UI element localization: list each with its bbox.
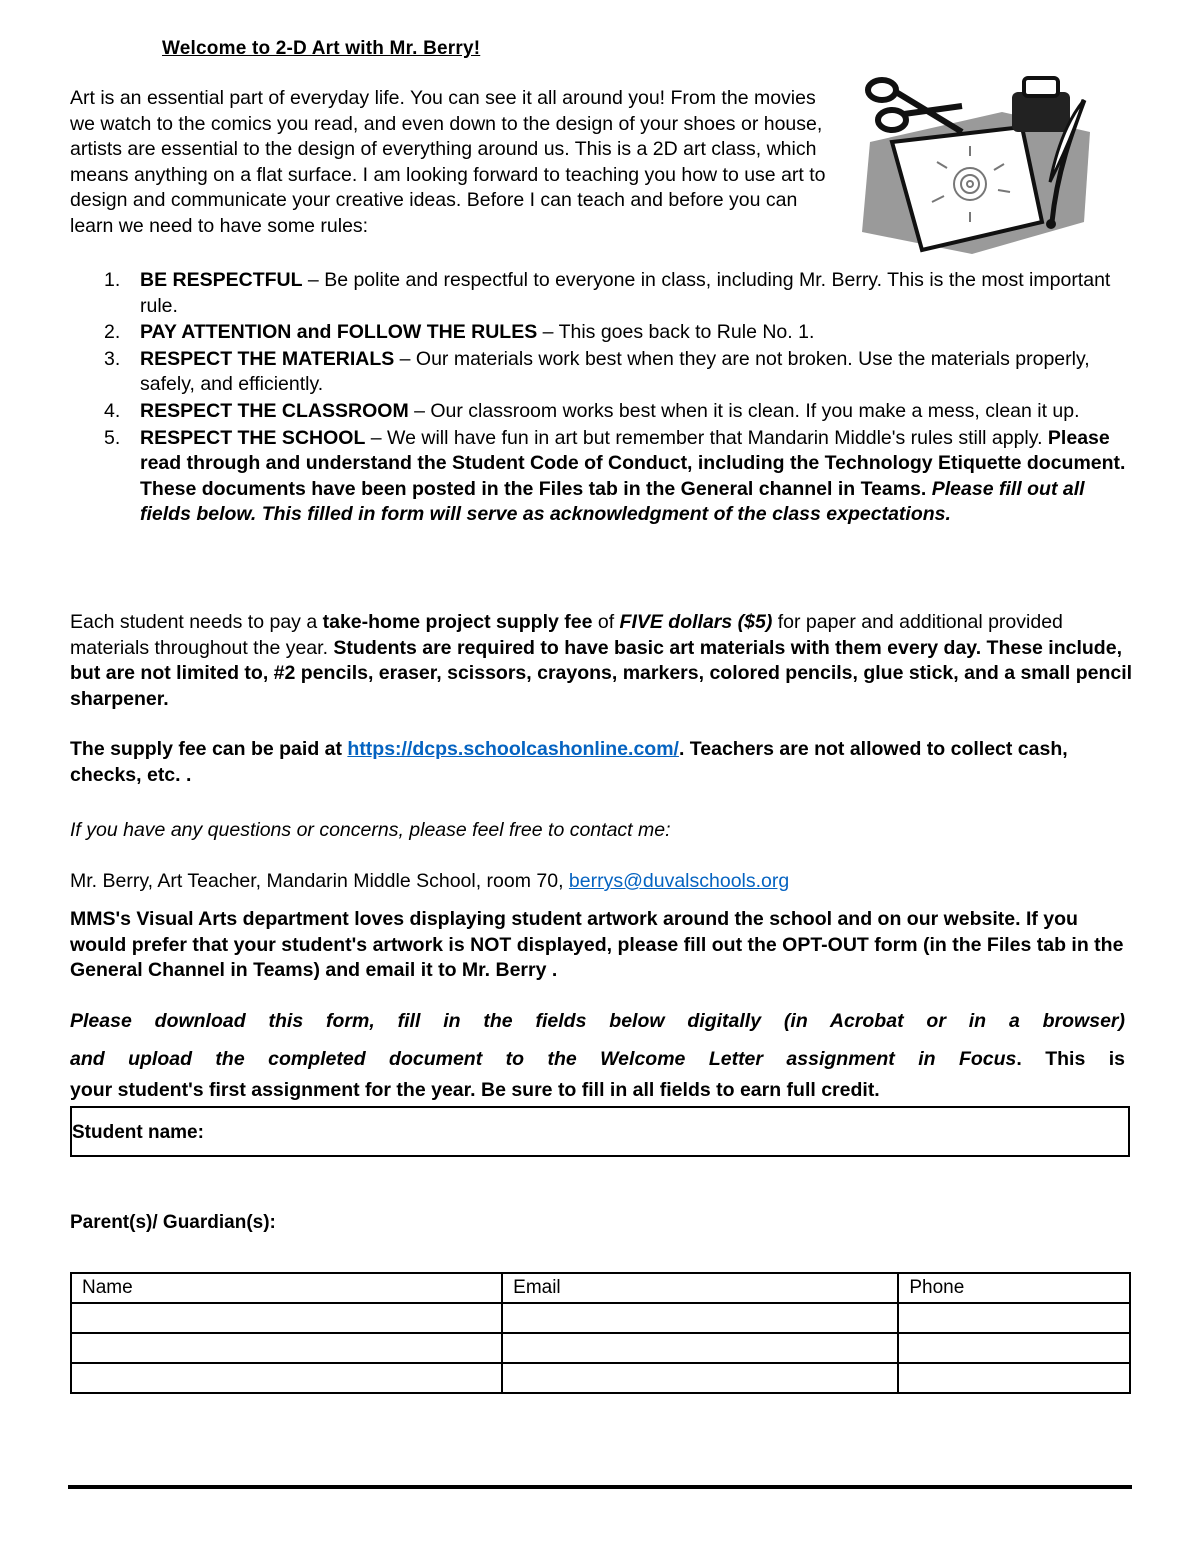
guardian-name-cell[interactable] xyxy=(71,1303,502,1333)
guardian-phone-cell[interactable] xyxy=(898,1363,1130,1393)
rules-list xyxy=(70,268,1140,529)
fee-bold-1: take-home project supply fee xyxy=(322,611,593,633)
intro-paragraph: Art is an essential part of everyday life. You can see it all around you! From the movies we watch to the comics you read, and even down to the design of your shoes or house, artists are essential to the design of everything around us. This is a 2D art class, which means anything on a flat surface. I am looking forward to teaching you how to use art to design and communicate your creative ideas. Before I can teach and before you can learn we need to have some rules: xyxy=(70,87,826,237)
payment-paragraph xyxy=(70,737,1135,788)
column-header-name: Name xyxy=(71,1273,502,1303)
column-header-email: Email xyxy=(502,1273,898,1303)
rule-number: 1. xyxy=(104,269,121,291)
guardian-phone-cell[interactable] xyxy=(898,1333,1130,1363)
rule-item xyxy=(70,347,1140,398)
guardian-email-cell[interactable] xyxy=(502,1333,898,1363)
table-row xyxy=(71,1333,1130,1363)
guardian-name-cell[interactable] xyxy=(71,1363,502,1393)
rule-item xyxy=(70,399,1140,425)
column-header-phone: Phone xyxy=(898,1273,1130,1303)
rule-number: 3. xyxy=(104,347,121,370)
download-line-2-italic: and upload the completed document to the Welcome Letter assignment in Focus xyxy=(70,1048,1017,1070)
guardian-phone-cell[interactable] xyxy=(898,1303,1130,1333)
rule-item xyxy=(70,268,1140,319)
download-line-2 xyxy=(70,1040,1125,1078)
supply-fee-paragraph xyxy=(70,610,1135,712)
page-title: Welcome to 2-D Art with Mr. Berry! xyxy=(162,38,481,59)
contact-email-link[interactable]: berrys@duvalschools.org xyxy=(568,870,790,892)
fee-text-2: of xyxy=(592,611,620,633)
guardian-table xyxy=(70,1272,1131,1394)
art-supplies-clipart-icon xyxy=(852,72,1092,254)
fee-bold-2: Students are required to have basic art materials with them every day. These include, but are not limited to, #2 pencils, eraser, scissors, crayons, markers, colored pencils, glue stick, and a small pencil sharpener. xyxy=(70,636,1133,710)
rule-text: – Our materials work best when they are not broken. Use the materials properly, safely, and efficiently. xyxy=(140,347,1090,396)
rule-heading: PAY ATTENTION and FOLLOW THE RULES xyxy=(140,321,538,344)
mms-paragraph: MMS's Visual Arts department loves displaying student artwork around the school and on our website. If you would prefer that your student's artwork is NOT displayed, please fill out the OPT-OUT form (in the Files tab in the General Channel in Teams) and email it to Mr. Berry . xyxy=(70,908,1124,982)
rule-number: 4. xyxy=(104,399,121,422)
guardian-label: Parent(s)/ Guardian(s): xyxy=(70,1212,276,1233)
download-line-2-rest: . This is xyxy=(1016,1048,1126,1070)
questions-line: If you have any questions or concerns, please feel free to contact me: xyxy=(70,819,671,841)
download-line-3: your student's first assignment for the year. Be sure to fill in all fields to earn full credit. xyxy=(70,1079,880,1101)
rule-text: – This goes back to Rule No. 1. xyxy=(537,321,815,344)
clipart-scissors xyxy=(868,80,962,132)
rule-item xyxy=(70,426,1140,528)
rule-text: – Our classroom works best when it is clean. If you make a mess, clean it up. xyxy=(408,399,1080,422)
payment-prefix: The supply fee can be paid at xyxy=(70,738,348,760)
rule-heading: RESPECT THE CLASSROOM xyxy=(140,399,409,422)
guardian-table-header xyxy=(71,1273,1130,1303)
contact-text: Mr. Berry, Art Teacher, Mandarin Middle School, room 70, xyxy=(70,870,569,892)
student-name-label: Student name: xyxy=(72,1122,204,1143)
rule-item xyxy=(70,320,1140,346)
rule-number: 5. xyxy=(104,426,121,449)
table-row xyxy=(71,1363,1130,1393)
clipart-ink-bottle xyxy=(1012,78,1070,132)
download-instructions xyxy=(70,1002,1125,1102)
table-row xyxy=(71,1303,1130,1333)
bottom-divider xyxy=(68,1485,1132,1489)
guardian-email-cell[interactable] xyxy=(502,1303,898,1333)
payment-link[interactable]: https://dcps.schoolcashonline.com/ xyxy=(347,738,679,760)
rule-heading: RESPECT THE SCHOOL xyxy=(140,426,366,449)
rule-text: – Be polite and respectful to everyone in class, including Mr. Berry. This is the most important rule. xyxy=(140,269,1111,317)
guardian-name-cell[interactable] xyxy=(71,1333,502,1363)
rule-heading: RESPECT THE MATERIALS xyxy=(140,347,395,370)
contact-line xyxy=(70,869,1135,895)
rule-bolditalic-text: Please fill out all fields below. This filled in form will serve as acknowledgment of the class expectations. xyxy=(140,477,1085,526)
fee-text-3: for paper and additional provided materials throughout the year. xyxy=(70,611,1063,659)
rule-heading: BE RESPECTFUL xyxy=(140,269,303,291)
rule-text: – We will have fun in art but remember that Mandarin Middle's rules still apply. xyxy=(365,426,1048,449)
guardian-email-cell[interactable] xyxy=(502,1363,898,1393)
fee-amount: FIVE dollars ($5) xyxy=(619,611,773,633)
rule-bold-text: Please read through and understand the Student Code of Conduct, including the Technology Etiquette document. These documents have been posted in the Files tab in the General channel in Teams. xyxy=(140,426,1126,500)
fee-text-1: Each student needs to pay a xyxy=(70,611,323,633)
rule-number: 2. xyxy=(104,321,121,344)
download-line-1: Please download this form, fill in the fields below digitally (in Acrobat or in a browser) xyxy=(70,1010,1125,1032)
payment-suffix: . Teachers are not allowed to collect cash, checks, etc. . xyxy=(70,738,1068,786)
student-name-field[interactable] xyxy=(70,1106,1130,1157)
